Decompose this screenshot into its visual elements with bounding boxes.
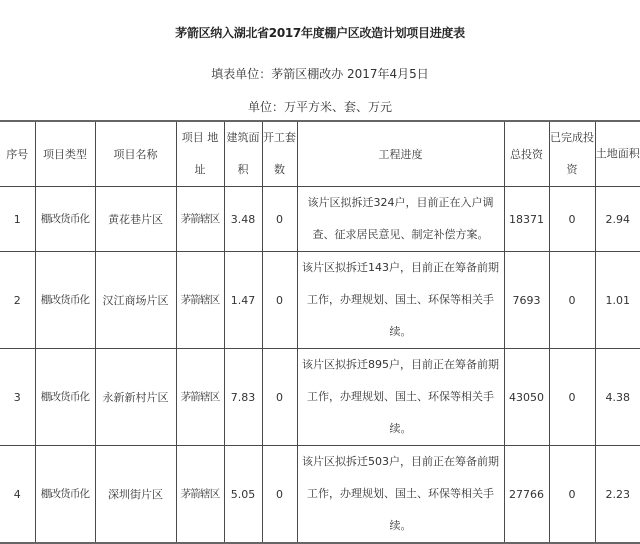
cell-total-investment: 18371 — [504, 187, 549, 252]
cell-area: 3.48 — [224, 187, 262, 252]
table-row — [0, 187, 640, 252]
cell-seq: 4 — [0, 446, 35, 544]
header-area: 建筑面积 — [224, 121, 262, 187]
cell-land-area: 4.38 — [595, 349, 640, 446]
cell-name: 黄花巷片区 — [95, 187, 176, 252]
cell-units: 0 — [262, 349, 297, 446]
header-type: 项目类型 — [35, 121, 95, 187]
unit-line: 单位：万平方米、套、万元 — [247, 100, 392, 114]
cell-progress: 该片区拟拆迁143户，目前正在筹备前期工作，办理规划、国土、环保等相关手续。 — [297, 252, 504, 349]
cell-progress: 该片区拟拆迁324户，目前正在入户调查、征求居民意见、制定补偿方案。 — [297, 187, 504, 252]
cell-address: 茅箭辖区 — [176, 446, 224, 544]
cell-type: 棚改货币化 — [35, 187, 95, 252]
cell-area: 1.47 — [224, 252, 262, 349]
cell-address: 茅箭辖区 — [176, 187, 224, 252]
cell-seq: 3 — [0, 349, 35, 446]
cell-progress: 该片区拟拆迁895户，目前正在筹备前期工作，办理规划、国土、环保等相关手续。 — [297, 349, 504, 446]
cell-progress: 该片区拟拆迁503户，目前正在筹备前期工作，办理规划、国土、环保等相关手续。 — [297, 446, 504, 544]
cell-completed-investment: 0 — [549, 252, 595, 349]
header-total-investment: 总投资 — [504, 121, 549, 187]
cell-units: 0 — [262, 446, 297, 544]
cell-land-area: 2.23 — [595, 446, 640, 544]
cell-area: 5.05 — [224, 446, 262, 544]
cell-total-investment: 7693 — [504, 252, 549, 349]
cell-total-investment: 27766 — [504, 446, 549, 544]
cell-units: 0 — [262, 252, 297, 349]
header-land-area: 土地面积 — [595, 121, 640, 187]
document-title: 茅箭区纳入湖北省2017年度棚户区改造计划项目进度表 — [175, 26, 465, 40]
filler-unit-line: 填表单位：茅箭区棚改办 2017年4月5日 — [211, 67, 429, 81]
cell-completed-investment: 0 — [549, 349, 595, 446]
cell-total-investment: 43050 — [504, 349, 549, 446]
cell-name: 深圳街片区 — [95, 446, 176, 544]
header-name: 项目名称 — [95, 121, 176, 187]
cell-land-area: 2.94 — [595, 187, 640, 252]
table-row — [0, 349, 640, 446]
cell-area: 7.83 — [224, 349, 262, 446]
cell-completed-investment: 0 — [549, 446, 595, 544]
cell-land-area: 1.01 — [595, 252, 640, 349]
cell-seq: 1 — [0, 187, 35, 252]
table-row — [0, 446, 640, 544]
header-address: 项目 地址 — [176, 121, 224, 187]
header-seq: 序号 — [0, 121, 35, 187]
cell-name: 永新新村片区 — [95, 349, 176, 446]
cell-type: 棚改货币化 — [35, 252, 95, 349]
header-units: 开工套数 — [262, 121, 297, 187]
cell-address: 茅箭辖区 — [176, 252, 224, 349]
cell-units: 0 — [262, 187, 297, 252]
cell-type: 棚改货币化 — [35, 446, 95, 544]
header-completed-investment: 已完成投资 — [549, 121, 595, 187]
cell-type: 棚改货币化 — [35, 349, 95, 446]
cell-completed-investment: 0 — [549, 187, 595, 252]
cell-name: 汉江商场片区 — [95, 252, 176, 349]
header-progress: 工程进度 — [297, 121, 504, 187]
table-row — [0, 252, 640, 349]
progress-table — [0, 120, 640, 544]
cell-seq: 2 — [0, 252, 35, 349]
cell-address: 茅箭辖区 — [176, 349, 224, 446]
table-header-row — [0, 121, 640, 187]
